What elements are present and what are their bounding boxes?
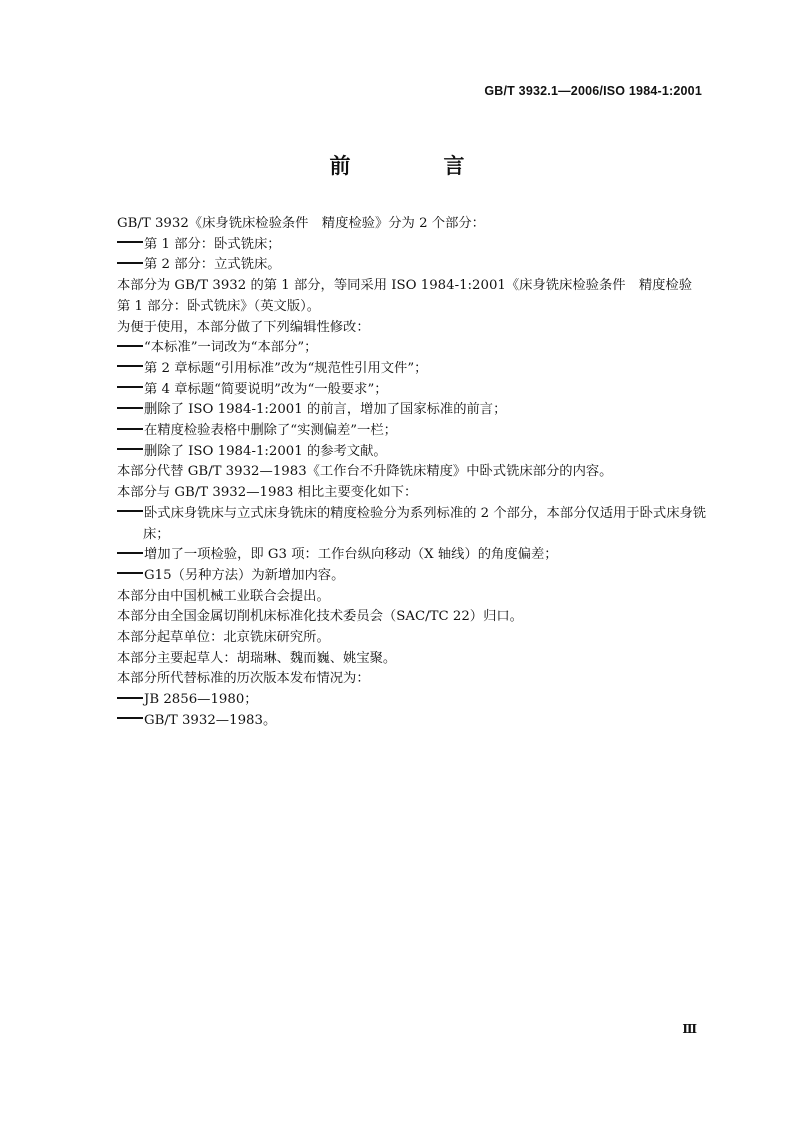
paragraph-text: 本部分为 GB/T 3932 的第 1 部分，等同采用 ISO 1984-1:2001《床身铣床检验条件 精度检验 第 1 部分：卧式铣床》（英文版）。: [117, 278, 706, 314]
list-item: [117, 338, 707, 359]
page-title: 前 言: [329, 154, 501, 178]
page-number: Ⅲ: [682, 1022, 697, 1036]
paragraph-text: 删除了 ISO 1984-1:2001 的参考文献。: [144, 443, 387, 459]
em-dash-bullet: [117, 262, 143, 264]
paragraph: [117, 649, 707, 670]
paragraph-text: 在精度检验表格中删除了“实测偏差”一栏；: [144, 423, 397, 439]
paragraph-text: 本部分代替 GB/T 3932—1983《工作台不升降铣床精度》中卧式铣床部分的内容。: [117, 464, 613, 480]
list-item: [117, 504, 707, 545]
em-dash-bullet: [117, 572, 143, 574]
list-item: [117, 690, 707, 711]
paragraph-text: 增加了一项检验，即 G3 项：工作台纵向移动（X 轴线）的角度偏差；: [144, 547, 558, 563]
paragraph: [117, 607, 707, 628]
list-item: [117, 545, 707, 566]
paragraph-text: 本部分由全国金属切削机床标准化技术委员会（SAC/TC 22）归口。: [117, 609, 523, 625]
em-dash-bullet: [117, 448, 143, 450]
paragraph-text: 本部分起草单位：北京铣床研究所。: [117, 630, 330, 646]
em-dash-bullet: [117, 386, 143, 388]
em-dash-bullet: [117, 241, 143, 243]
em-dash-bullet: [117, 510, 143, 512]
em-dash-bullet: [117, 697, 143, 699]
paragraph-text: 第 4 章标题“简要说明”改为“一般要求”；: [144, 381, 388, 397]
em-dash-bullet: [117, 428, 143, 430]
em-dash-bullet: [117, 552, 143, 554]
paragraph-text: 本部分与 GB/T 3932—1983 相比主要变化如下：: [117, 485, 418, 501]
paragraph: [117, 669, 707, 690]
paragraph-text: 卧式床身铣床与立式床身铣床的精度检验分为系列标准的 2 个部分，本部分仅适用于卧式床身铣床；: [143, 505, 707, 542]
em-dash-bullet: [117, 365, 143, 367]
list-item: [117, 380, 707, 401]
paragraph-text: 第 1 部分：卧式铣床；: [144, 236, 281, 252]
list-item: [117, 255, 707, 276]
paragraph: [117, 214, 707, 235]
paragraph-text: GB/T 3932《床身铣床检验条件 精度检验》分为 2 个部分：: [117, 216, 485, 231]
paragraph-text: 第 2 章标题“引用标准”改为“规范性引用文件”；: [144, 360, 428, 376]
paragraph-text: 删除了 ISO 1984-1:2001 的前言，增加了国家标准的前言；: [144, 402, 507, 418]
standard-code-header: GB/T 3932.1—2006/ISO 1984-1:2001: [484, 84, 702, 98]
list-item: [117, 566, 707, 587]
paragraph-text: G15（另种方法）为新增加内容。: [144, 567, 345, 583]
list-item: [117, 400, 707, 421]
paragraph: [117, 628, 707, 649]
paragraph-text: 为便于使用，本部分做了下列编辑性修改：: [117, 319, 370, 335]
paragraph-text: GB/T 3932—1983。: [144, 712, 277, 728]
list-item: [117, 711, 707, 732]
paragraph: [117, 462, 707, 483]
paragraph-text: 本部分由中国机械工业联合会提出。: [117, 588, 330, 604]
paragraph: [117, 483, 707, 504]
list-item: [117, 421, 707, 442]
paragraph-text: 本部分所代替标准的历次版本发布情况为：: [117, 671, 370, 687]
em-dash-bullet: [117, 345, 143, 347]
em-dash-bullet: [117, 717, 143, 719]
list-item: [117, 442, 707, 463]
paragraph-text: JB 2856—1980；: [144, 692, 258, 708]
paragraph-text: “本标准”一词改为“本部分”；: [144, 340, 318, 356]
paragraph-text: 本部分主要起草人：胡瑞琳、魏而巍、姚宝聚。: [117, 650, 397, 666]
paragraph-text: 第 2 部分：立式铣床。: [144, 257, 281, 273]
paragraph: [117, 276, 707, 317]
paragraph: [117, 318, 707, 339]
list-item: [117, 359, 707, 380]
list-item: [117, 235, 707, 256]
paragraph: [117, 587, 707, 608]
em-dash-bullet: [117, 407, 143, 409]
foreword-body: [117, 214, 707, 732]
